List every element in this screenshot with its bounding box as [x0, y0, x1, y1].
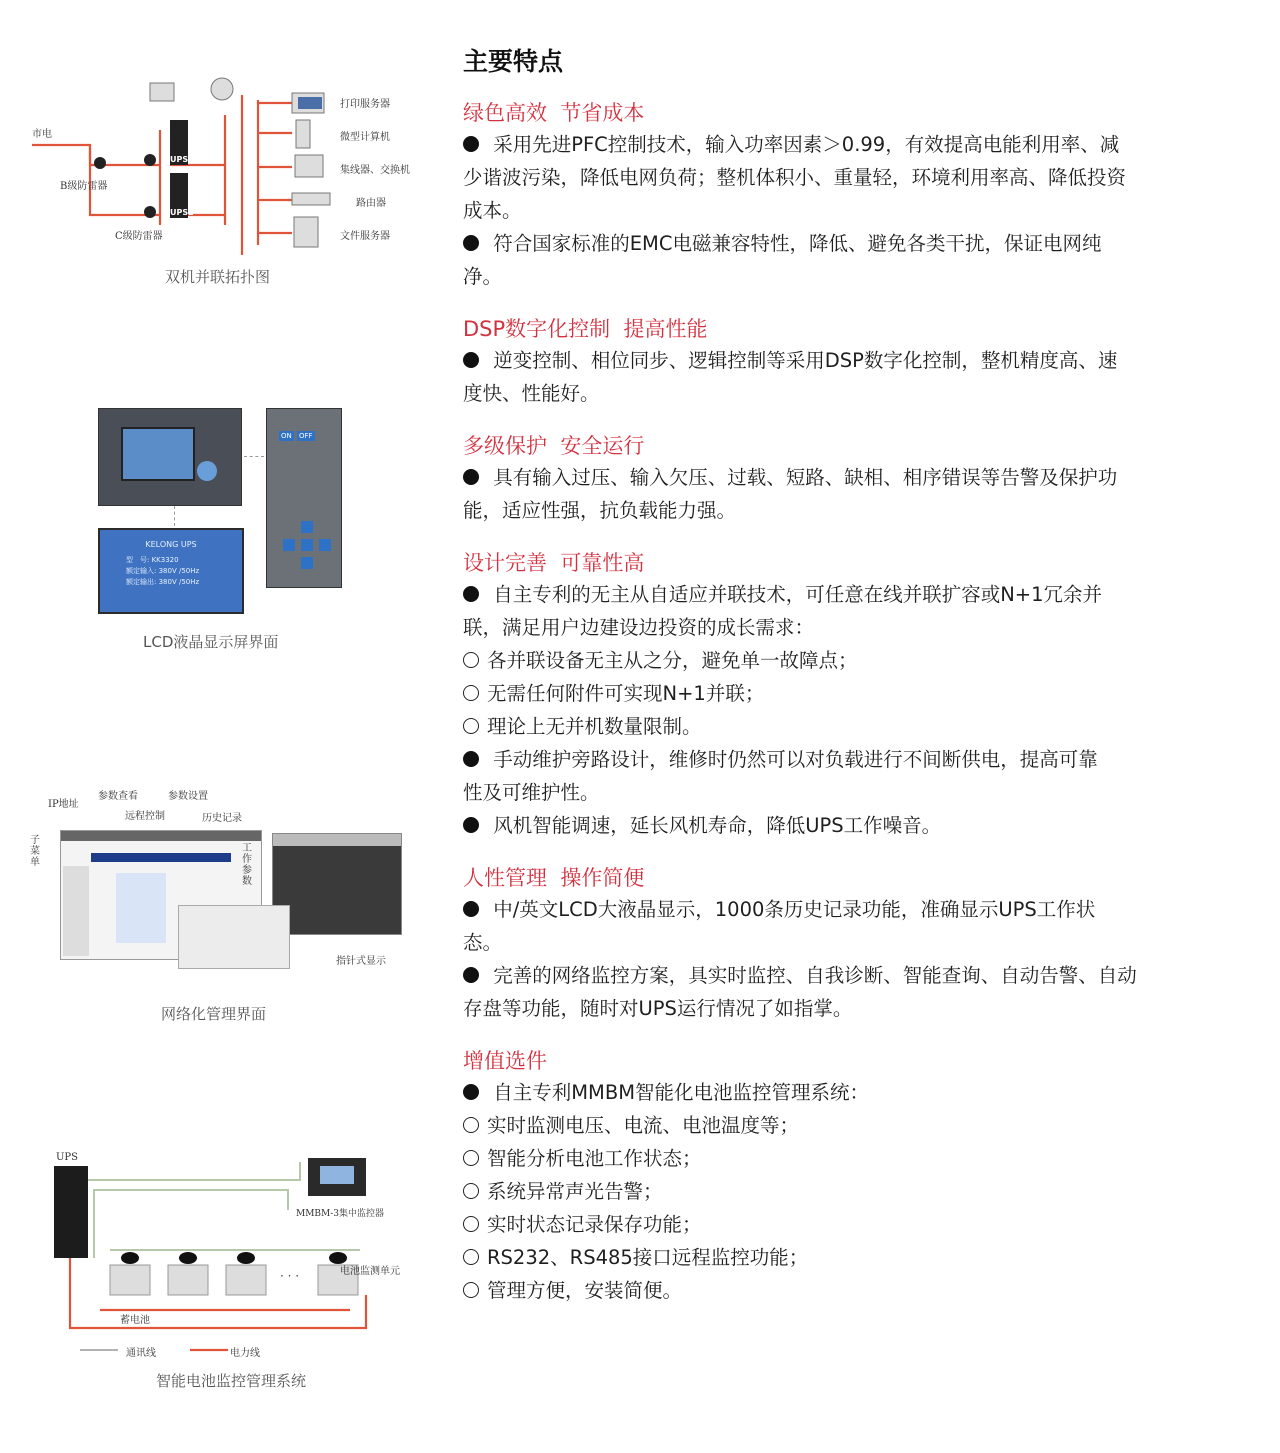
feature-text: 性及可维护性。: [463, 781, 600, 804]
ups-label: UPS: [56, 1152, 79, 1163]
hub-switch-label: 集线器、交换机: [340, 165, 410, 176]
feature-line: [463, 1175, 1243, 1208]
feature-line: [463, 578, 1243, 611]
feature-text: 系统异常声光告警；: [487, 1180, 663, 1203]
feature-line: [463, 1109, 1243, 1142]
off-button: OFF: [299, 432, 313, 440]
feature-section: [463, 863, 1243, 1025]
feature-text: 态。: [463, 931, 503, 954]
lcd-caption: LCD液晶显示屏界面: [143, 633, 279, 651]
feature-line: [463, 1241, 1243, 1274]
lcd-front-panel: [98, 408, 242, 506]
feature-line: [463, 260, 1243, 293]
screen-line: 额定输出: 380V /50Hz: [126, 578, 200, 586]
monitor-unit-label: 电池监测单元: [340, 1266, 400, 1277]
feature-line: [463, 776, 1243, 809]
hollow-bullet-icon: [463, 1109, 487, 1142]
hollow-bullet-icon: [463, 1274, 487, 1307]
feature-text: 理论上无并机数量限制。: [487, 715, 702, 738]
filled-bullet-icon: [463, 893, 487, 926]
feature-text: 实时状态记录保存功能；: [487, 1213, 702, 1236]
feature-line: [463, 710, 1243, 743]
feature-line: [463, 1208, 1243, 1241]
section-title: 设计完善 可靠性高: [463, 551, 645, 575]
feature-text: 中/英文LCD大液晶显示，1000条历史记录功能，准确显示UPS工作状: [493, 898, 1096, 921]
feature-line: [463, 161, 1243, 194]
feature-line: [463, 644, 1243, 677]
features-column: [463, 46, 1243, 1328]
feature-line: [463, 377, 1243, 410]
feature-text: 智能分析电池工作状态；: [487, 1147, 702, 1170]
feature-line: [463, 128, 1243, 161]
battery-label: 蓄电池: [120, 1315, 150, 1326]
filled-bullet-icon: [463, 959, 487, 992]
feature-text: 自主专利的无主从自适应并联技术，可任意在线并联扩容或N+1冗余并: [493, 583, 1103, 606]
feature-text: RS232、RS485接口远程监控功能；: [487, 1246, 809, 1269]
feature-text: 风机智能调速，延长风机寿命，降低UPS工作噪音。: [493, 814, 942, 837]
print-server-label: 打印服务器: [340, 99, 390, 110]
feature-text: 成本。: [463, 199, 522, 222]
feature-text: 管理方便，安装简便。: [487, 1279, 683, 1302]
section-title: 增值选件: [463, 1049, 547, 1073]
hollow-bullet-icon: [463, 677, 487, 710]
section-title: DSP数字化控制 提高性能: [463, 317, 708, 341]
remote-control-label: 远程控制: [125, 811, 165, 822]
hollow-bullet-icon: [463, 710, 487, 743]
filled-bullet-icon: [463, 227, 487, 260]
feature-text: 实时监测电压、电流、电池温度等；: [487, 1114, 800, 1137]
feature-line: [463, 461, 1243, 494]
filled-bullet-icon: [463, 1076, 487, 1109]
feature-line: [463, 926, 1243, 959]
screen-line: 额定输入: 380V /50Hz: [126, 567, 200, 575]
feature-line: [463, 809, 1243, 842]
feature-text: 各并联设备无主从之分，避免单一故障点；: [487, 649, 858, 672]
feature-section: [463, 98, 1243, 293]
feature-line: [463, 677, 1243, 710]
feature-text: 逆变控制、相位同步、逻辑控制等采用DSP数字化控制，整机精度高、速: [493, 349, 1118, 372]
c-arrester-label: C级防雷器: [115, 231, 163, 242]
b-arrester-label: B级防雷器: [60, 181, 108, 192]
feature-line: [463, 992, 1243, 1025]
file-server-label: 文件服务器: [340, 231, 390, 242]
feature-line: [463, 743, 1243, 776]
mmbm-label: MMBM-3集中监控器: [296, 1209, 385, 1219]
lcd-figure: [98, 408, 343, 613]
power-line-legend: 电力线: [230, 1348, 260, 1359]
feature-line: [463, 611, 1243, 644]
on-button: ON: [281, 432, 292, 440]
feature-text: 联，满足用户边建设边投资的成长需求：: [463, 616, 815, 639]
ip-label: IP地址: [48, 799, 79, 810]
feature-text: 无需任何附件可实现N+1并联；: [487, 682, 765, 705]
battery-figure: [50, 1150, 420, 1365]
hollow-bullet-icon: [463, 1208, 487, 1241]
filled-bullet-icon: [463, 743, 487, 776]
page-title: 主要特点: [463, 47, 564, 76]
screen-line: 型 号: KK3320: [126, 556, 179, 564]
battery-diagram: [50, 1150, 420, 1365]
ups1-label: UPS1: [170, 155, 194, 164]
feature-line: [463, 344, 1243, 377]
filled-bullet-icon: [463, 128, 487, 161]
feature-line: [463, 1142, 1243, 1175]
section-title: 多级保护 安全运行: [463, 434, 645, 458]
feature-section: [463, 314, 1243, 410]
topology-figure: [30, 75, 430, 265]
feature-text: 自主专利MMBM智能化电池监控管理系统：: [493, 1081, 870, 1104]
network-caption: 网络化管理界面: [161, 1005, 267, 1023]
hollow-bullet-icon: [463, 1175, 487, 1208]
lcd-zoom-screen: [98, 528, 244, 614]
lcd-control-panel: [266, 408, 342, 588]
history-label: 历史记录: [202, 813, 242, 824]
ups2-label: UPS2: [170, 208, 194, 217]
feature-section: [463, 431, 1243, 527]
battery-caption: 智能电池监控管理系统: [156, 1372, 307, 1390]
feature-section: [463, 548, 1243, 842]
feature-line: [463, 227, 1243, 260]
feature-text: 具有输入过压、输入欠压、过载、短路、缺相、相序错误等告警及保护功: [493, 466, 1118, 489]
network-figure: [30, 785, 410, 970]
feature-text: 净。: [463, 265, 503, 288]
filled-bullet-icon: [463, 344, 487, 377]
svg-text:· · ·: · · ·: [280, 1269, 300, 1283]
figures-column: [0, 0, 440, 1453]
microcomputer-label: 微型计算机: [340, 132, 390, 143]
gauge-label: 指针式显示: [336, 956, 386, 967]
feature-line: [463, 1076, 1243, 1109]
submenu-label: 子菜单: [30, 835, 40, 868]
hollow-bullet-icon: [463, 1142, 487, 1175]
feature-text: 采用先进PFC控制技术，输入功率因素＞0.99，有效提高电能利用率、减: [493, 133, 1120, 156]
feature-text: 完善的网络监控方案，具实时监控、自我诊断、智能查询、自动告警、自动: [493, 964, 1137, 987]
mains-label: 市电: [32, 129, 52, 140]
feature-text: 手动维护旁路设计，维修时仍然可以对负载进行不间断供电，提高可靠: [493, 748, 1098, 771]
hollow-bullet-icon: [463, 1241, 487, 1274]
feature-text: 符合国家标准的EMC电磁兼容特性，降低、避免各类干扰，保证电网纯: [493, 232, 1102, 255]
param-view-label: 参数查看: [98, 791, 138, 802]
feature-line: [463, 194, 1243, 227]
feature-line: [463, 959, 1243, 992]
hollow-bullet-icon: [463, 644, 487, 677]
filled-bullet-icon: [463, 578, 487, 611]
feature-text: 存盘等功能，随时对UPS运行情况了如指掌。: [463, 997, 853, 1020]
router-label: 路由器: [356, 198, 386, 209]
feature-line: [463, 1274, 1243, 1307]
filled-bullet-icon: [463, 809, 487, 842]
feature-line: [463, 893, 1243, 926]
param-set-label: 参数设置: [168, 791, 208, 802]
feature-text: 度快、性能好。: [463, 382, 600, 405]
feature-text: 少谐波污染，降低电网负荷；整机体积小、重量轻，环境利用率高、降低投资: [463, 166, 1127, 189]
screen-title: KELONG UPS: [145, 540, 197, 549]
section-title: 人性管理 操作简便: [463, 866, 645, 890]
work-params-label: 工作参数: [242, 843, 252, 887]
section-title: 绿色高效 节省成本: [463, 101, 645, 125]
feature-sections: [463, 98, 1243, 1307]
filled-bullet-icon: [463, 461, 487, 494]
comm-line-legend: 通讯线: [126, 1348, 156, 1359]
feature-text: 能，适应性强，抗负载能力强。: [463, 499, 737, 522]
topology-caption: 双机并联拓扑图: [165, 268, 271, 286]
feature-line: [463, 494, 1243, 527]
feature-section: [463, 1046, 1243, 1307]
